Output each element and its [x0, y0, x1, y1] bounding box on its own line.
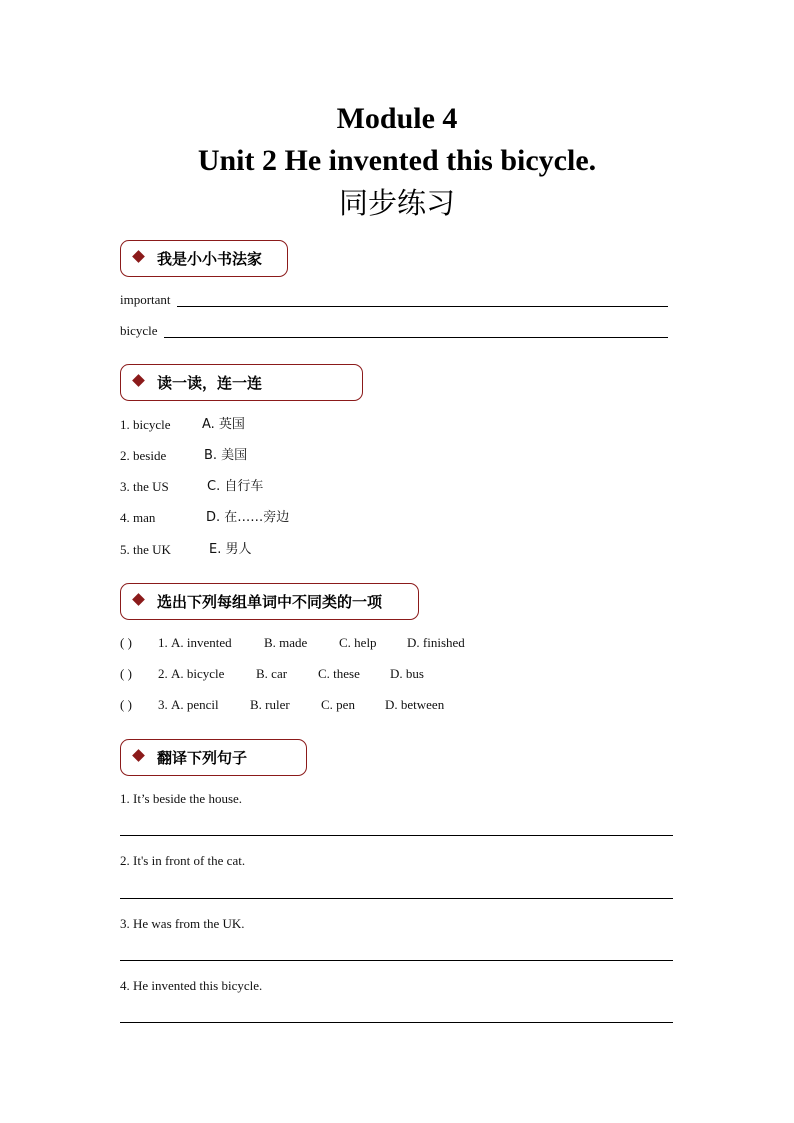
practice-title: 同步练习: [338, 186, 455, 220]
section-title: 我是小小书法家: [157, 250, 263, 268]
unit-title: Unit 2 He invented this bicycle.: [197, 144, 597, 177]
option-b: B. car: [256, 666, 288, 681]
section-header-odd-one-out: [120, 583, 419, 620]
option-b: B. made: [264, 635, 308, 650]
answer-line[interactable]: [120, 960, 673, 961]
module-title: Module 4: [336, 102, 458, 135]
match-right-item: B. 美国: [204, 448, 248, 463]
match-right-item: D. 在……旁边: [206, 510, 290, 525]
copy-word: important: [120, 292, 171, 307]
match-right-item: A. 英国: [202, 417, 245, 432]
option-c: C. pen: [321, 697, 355, 712]
section-header-matching: [120, 364, 363, 401]
translate-sentence: 3. He was from the UK.: [120, 916, 245, 931]
question-number: 1.: [158, 635, 168, 650]
option-c: C. these: [318, 666, 360, 681]
section-title: 选出下列每组单词中不同类的一项: [157, 593, 383, 611]
option-c: C. help: [339, 635, 377, 650]
match-left-item: 5. the UK: [120, 542, 171, 557]
section-title: 读一读，连一连: [157, 374, 263, 392]
copy-word-row: [120, 322, 158, 340]
section-header-translate: [120, 739, 307, 776]
copy-word-row: [120, 291, 171, 309]
option-a: A. invented: [171, 635, 232, 650]
worksheet-title: [0, 98, 794, 224]
diamond-bullet-icon: [132, 250, 145, 263]
match-left-item: 4. man: [120, 510, 156, 525]
option-b: B. ruler: [250, 697, 290, 712]
section-title: 翻译下列句子: [157, 749, 248, 767]
diamond-bullet-icon: [132, 593, 145, 606]
answer-line[interactable]: [120, 898, 673, 899]
option-d: D. between: [385, 697, 445, 712]
diamond-bullet-icon: [132, 374, 145, 387]
match-left-item: 3. the US: [120, 479, 169, 494]
match-left-item: 1. bicycle: [120, 417, 171, 432]
option-d: D. finished: [407, 635, 465, 650]
question-number: 3.: [158, 697, 168, 712]
copy-word: bicycle: [120, 323, 158, 338]
translate-sentence: 1. It’s beside the house.: [120, 791, 243, 806]
option-a: A. pencil: [171, 697, 219, 712]
match-right-item: C. 自行车: [207, 479, 264, 494]
translate-sentence: 2. It's in front of the cat.: [120, 853, 246, 868]
translate-sentence: 4. He invented this bicycle.: [120, 978, 263, 993]
diamond-bullet-icon: [132, 749, 145, 762]
answer-line[interactable]: [120, 835, 673, 836]
section-header-calligraphy: [120, 240, 288, 277]
answer-bracket[interactable]: ( ): [120, 666, 132, 681]
answer-line[interactable]: [120, 1022, 673, 1023]
option-d: D. bus: [390, 666, 424, 681]
writing-line[interactable]: [164, 337, 668, 338]
match-left-item: 2. beside: [120, 448, 167, 463]
answer-bracket[interactable]: ( ): [120, 635, 132, 650]
question-number: 2.: [158, 666, 168, 681]
writing-line[interactable]: [177, 306, 668, 307]
match-right-item: E. 男人: [209, 542, 252, 557]
option-a: A. bicycle: [171, 666, 225, 681]
answer-bracket[interactable]: ( ): [120, 697, 132, 712]
